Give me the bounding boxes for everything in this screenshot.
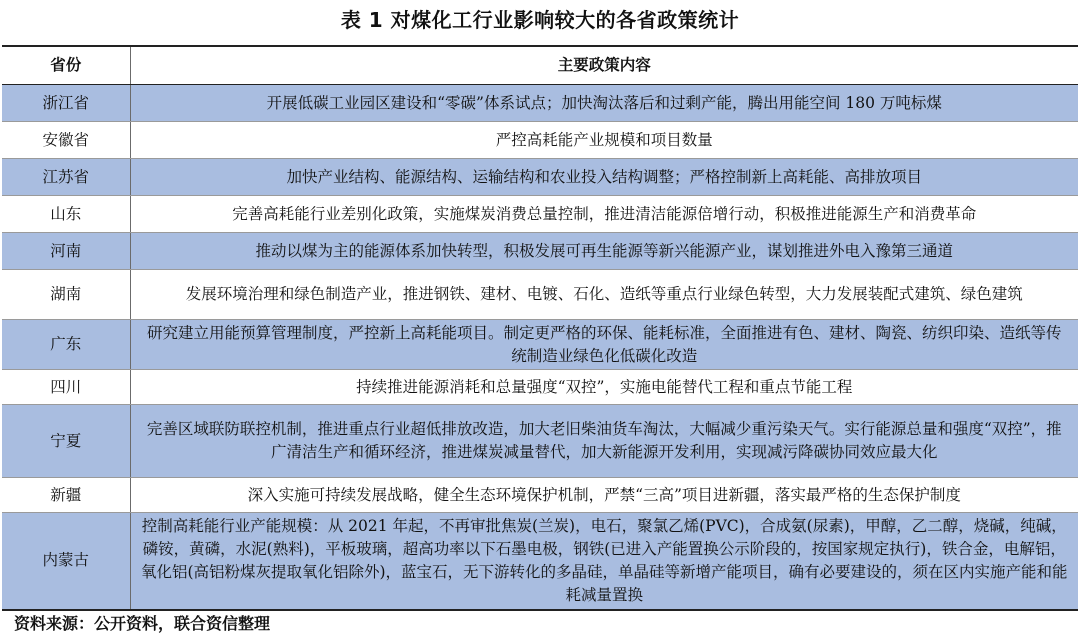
table-row (2, 320, 1078, 370)
province-cell: 四川 (2, 370, 130, 405)
province-cell: 内蒙古 (2, 513, 130, 610)
source-note: 资料来源：公开资料，联合资信整理 (14, 614, 271, 633)
policy-cell: 完善高耗能行业差别化政策，实施煤炭消费总量控制，推进清洁能源倍增行动，积极推进能源生产和消费革命 (130, 196, 1078, 233)
policy-cell: 发展环境治理和绿色制造产业，推进钢铁、建材、电镀、石化、造纸等重点行业绿色转型，大力发展装配式建筑、绿色建筑 (130, 270, 1078, 320)
province-cell: 湖南 (2, 270, 130, 320)
policy-cell: 深入实施可持续发展战略，健全生态环境保护机制，严禁“三高”项目进新疆，落实最严格的生态保护制度 (130, 478, 1078, 513)
policy-cell: 加快产业结构、能源结构、运输结构和农业投入结构调整；严格控制新上高耗能、高排放项目 (130, 159, 1078, 196)
policy-cell: 控制高耗能行业产能规模：从 2021 年起，不再审批焦炭(兰炭)，电石，聚氯乙烯(PVC)，合成氨(尿素)，甲醇，乙二醇，烧碱，纯碱，磷铵，黄磷，水泥(熟料)，平板玻璃，超高功率以下石墨电极，钢铁(已进入产能置换公示阶段的，按国家规定执行)，铁合金，电解铝，氧化铝(高铝粉煤灰提取氧化铝除外)，蓝宝石，无下游转化的多晶硅，单晶硅等新增产能项目，确有必要建设的，须在区内实施产能和能耗减量置换 (130, 513, 1078, 610)
table-row (2, 159, 1078, 196)
policy-cell: 研究建立用能预算管理制度，严控新上高耗能项目。制定更严格的环保、能耗标准，全面推进有色、建材、陶瓷、纺织印染、造纸等传统制造业绿色化低碳化改造 (130, 320, 1078, 370)
policy-table (2, 45, 1078, 611)
table-row (2, 513, 1078, 610)
policy-cell: 开展低碳工业园区建设和“零碳”体系试点；加快淘汰落后和过剩产能，腾出用能空间 180 万吨标煤 (130, 85, 1078, 122)
policy-cell: 持续推进能源消耗和总量强度“双控”，实施电能替代工程和重点节能工程 (130, 370, 1078, 405)
table-row (2, 233, 1078, 270)
table-row (2, 370, 1078, 405)
province-cell: 江苏省 (2, 159, 130, 196)
province-cell: 广东 (2, 320, 130, 370)
province-cell: 新疆 (2, 478, 130, 513)
table-row (2, 478, 1078, 513)
policy-cell: 完善区域联防联控机制，推进重点行业超低排放改造，加大老旧柴油货车淘汰，大幅减少重污染天气。实行能源总量和强度“双控”，推广清洁生产和循环经济，推进煤炭减量替代，加大新能源开发利用，实现减污降碳协同效应最大化 (130, 405, 1078, 478)
header-policy: 主要政策内容 (130, 46, 1078, 85)
table-row (2, 270, 1078, 320)
table-row (2, 405, 1078, 478)
province-cell: 河南 (2, 233, 130, 270)
header-province: 省份 (2, 46, 130, 85)
province-cell: 宁夏 (2, 405, 130, 478)
province-cell: 浙江省 (2, 85, 130, 122)
policy-cell: 推动以煤为主的能源体系加快转型，积极发展可再生能源等新兴能源产业，谋划推进外电入豫第三通道 (130, 233, 1078, 270)
policy-cell: 严控高耗能产业规模和项目数量 (130, 122, 1078, 159)
table-header-row (2, 46, 1078, 85)
province-cell: 安徽省 (2, 122, 130, 159)
table-row (2, 122, 1078, 159)
province-cell: 山东 (2, 196, 130, 233)
table-title: 表 1 对煤化工行业影响较大的各省政策统计 (340, 8, 740, 32)
table-row (2, 196, 1078, 233)
table-row (2, 85, 1078, 122)
